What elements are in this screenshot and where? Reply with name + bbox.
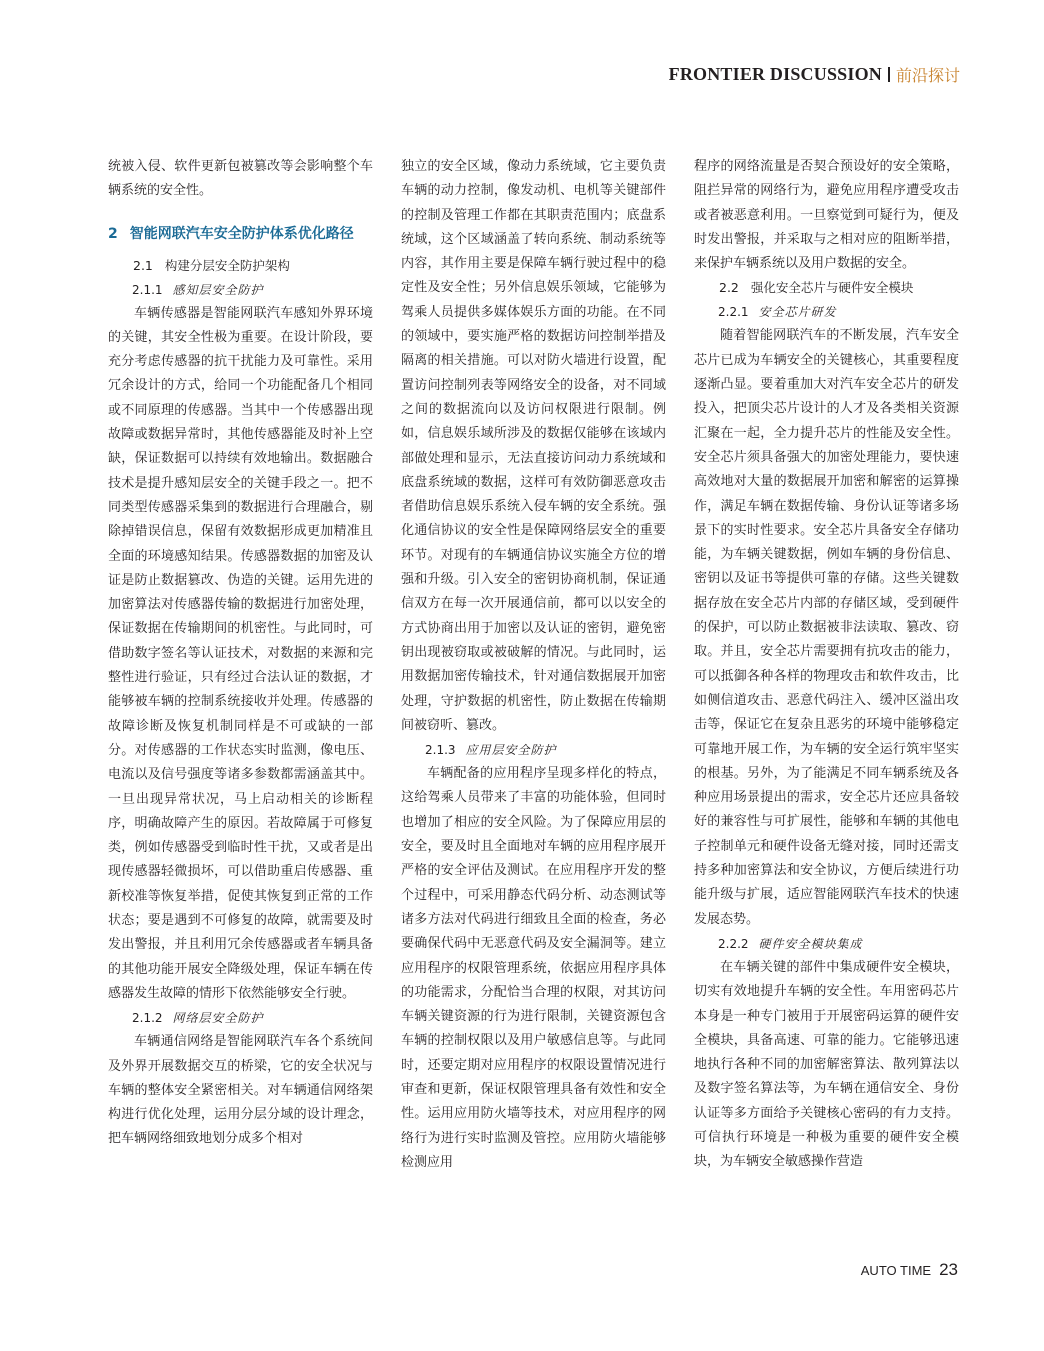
column-2	[401, 155, 666, 1175]
paragraph: 车辆配备的应用程序呈现多样化的特点，这给驾乘人员带来了丰富的功能体验，但同时也增加了相应的安全风险。为了保障应用层的安全，要及时且全面地对车辆的应用程序展开严格的安全评估及测试。在应用程序开发的整个过程中，可采用静态代码分析、动态测试等诸多方法对代码进行细致且全面的检查，务必要确保代码中无恶意代码及安全漏洞等。建立应用程序的权限管理系统，依据应用程序具体的功能需求，分配恰当合理的权限，对其访问车辆关键资源的行为进行限制，关键资源包含车辆的控制权限以及用户敏感信息等。与此同时，还要定期对应用程序的权限设置情况进行审查和更新，保证权限管理具备有效性和安全性。运用应用防火墙等技术，对应用程序的网络行为进行实时监测及管控。应用防火墙能够检测应用	[401, 766, 666, 1170]
header-separator	[888, 67, 890, 82]
paragraph: 在车辆关键的部件中集成硬件安全模块，切实有效地提升车辆的安全性。车用密码芯片本身是一种专门被用于开展密码运算的硬件安全模块，具备高速、可靠的能力。它能够迅速地执行各种不同的加密解密算法、散列算法以及数字签名算法等，为车辆在通信安全、身份认证等多方面给予关键核心密码的有力支持。可信执行环境是一种极为重要的硬件安全模块，为车辆安全敏感操作营造	[694, 959, 959, 1170]
paragraph: 车辆传感器是智能网联汽车感知外界环境的关键，其安全性极为重要。在设计阶段，要充分考虑传感器的抗干扰能力及可靠性。采用冗余设计的方式，给同一个功能配备几个相同或不同原理的传感器。当其中一个传感器出现故障或数据异常时，其他传感器能及时补上空缺，保证数据可以持续有效地输出。数据融合技术是提升感知层安全的关键手段之一。把不同类型传感器采集到的数据进行合理融合，剔除掉错误信息，保留有效数据形成更加精准且全面的环境感知结果。传感器数据的加密及认证是防止数据篡改、伪造的关键。运用先进的加密算法对传感器传输的数据进行加密处理，保证数据在传输期间的机密性。与此同时，可借助数字签名等认证技术，对数据的来源和完整性进行验证，只有经过合法认证的数据，才能够被车辆的控制系统接收并处理。传感器的故障诊断及恢复机制同样是不可或缺的一部分。对传感器的工作状态实时监测，像电压、电流以及信号强度等诸多参数都需涵盖其中。一旦出现异常状况，马上启动相关的诊断程序，明确故障产生的原因。若故障属于可修复类，例如传感器受到临时性干扰，又或者是出现传感器轻微损坏，可以借助重启传感器、重新校准等恢复举措，促使其恢复到正常的工作状态；要是遇到不可修复的故障，就需要及时发出警报，并且利用冗余传感器或者车辆具备的其他功能开展安全降级处理，保证车辆在传感器发生故障的情形下依然能够安全行驶。	[108, 305, 373, 1001]
subsection-heading-2-2: 2.2 强化安全芯片与硬件安全模块	[719, 280, 914, 296]
subsubsection-heading-2-2-2: 2.2.2 硬件安全模块集成	[718, 936, 863, 951]
running-header	[669, 63, 960, 86]
page-footer	[861, 1260, 958, 1280]
footer-brand: AUTO TIME	[860, 1263, 932, 1278]
paragraph: 程序的网络流量是否契合预设好的安全策略，阻拦异常的网络行为，避免应用程序遭受攻击或者被恶意利用。一旦察觉到可疑行为，便及时发出警报，并采取与之相对应的阻断举措，来保护车辆系统以及用户数据的安全。	[694, 159, 959, 272]
header-title-cn: 前沿探讨	[895, 66, 960, 85]
subsubsection-heading-2-1-1: 2.1.1 感知层安全防护	[132, 282, 264, 297]
subsubsection-heading-2-2-1: 2.2.1 安全芯片研发	[718, 305, 837, 320]
column-1	[108, 155, 373, 1152]
column-3	[694, 155, 959, 1175]
paragraph: 独立的安全区域，像动力系统域，它主要负责车辆的动力控制，像发动机、电机等关键部件的控制及管理工作都在其职责范围内；底盘系统域，这个区域涵盖了转向系统、制动系统等内容，其作用主要是保障车辆行驶过程中的稳定性及安全性；另外信息娱乐领域，它能够为驾乘人员提供多媒体娱乐方面的功能。在不同的领域中，要实施严格的数据访问控制举措及隔离的相关措施。可以对防火墙进行设置，配置访问控制列表等网络安全的设备，对不同域之间的数据流向以及访问权限进行限制。例如，信息娱乐域所涉及的数据仅能够在该域内部做处理和显示，无法直接访问动力系统域和底盘系统域的数据，这样可有效防御恶意攻击者借助信息娱乐系统入侵车辆的安全系统。强化通信协议的安全性是保障网络层安全的重要环节。对现有的车辆通信协议实施全方位的增强和升级。引入安全的密钥协商机制，保证通信双方在每一次开展通信前，都可以以安全的方式协商出用于加密以及认证的密钥，避免密钥出现被窃取或被破解的情况。与此同时，运用数据加密传输技术，针对通信数据展开加密处理，守护数据的机密性，防止数据在传输期间被窃听、篡改。	[401, 159, 666, 733]
paragraph: 随着智能网联汽车的不断发展，汽车安全芯片已成为车辆安全的关键核心，其重要程度逐渐凸显。要着重加大对汽车安全芯片的研发投入，把顶尖芯片设计的人才及各类相关资源汇聚在一起，全力提升芯片的性能及安全性。安全芯片须具备强大的加密处理能力，要快速高效地对大量的数据展开加密和解密的运算操作，满足车辆在数据传输、身份认证等诸多场景下的实时性要求。安全芯片具备安全存储功能，为车辆关键数据，例如车辆的身份信息、密钥以及证书等提供可靠的存储。这些关键数据存放在安全芯片内部的存储区域，受到硬件的保护，可以防止数据被非法读取、篡改、窃取。并且，安全芯片需要拥有抗攻击的能力，可以抵御各种各样的物理攻击和软件攻击，比如侧信道攻击、恶意代码注入、缓冲区溢出攻击等，保证它在复杂且恶劣的环境中能够稳定可靠地开展工作，为车辆的安全运行筑牢坚实的根基。另外，为了能满足不同车辆系统及各种应用场景提出的需求，安全芯片还应具备较好的兼容性与可扩展性，能够和车辆的其他电子控制单元和硬件设备无缝对接，同时还需支持多种加密算法和安全协议，方便后续进行功能升级与扩展，适应智能网联汽车技术的快速发展态势。	[694, 328, 959, 927]
section-heading-2: 2 智能网联汽车安全防护体系优化路径	[108, 225, 354, 242]
subsection-heading-2-1: 2.1 构建分层安全防护架构	[133, 257, 290, 273]
paragraph: 统被入侵、软件更新包被篡改等会影响整个车辆系统的安全性。	[108, 159, 373, 199]
header-title-en: FRONTIER DISCUSSION	[668, 64, 882, 84]
subsubsection-heading-2-1-2: 2.1.2 网络层安全防护	[132, 1011, 264, 1026]
subsubsection-heading-2-1-3: 2.1.3 应用层安全防护	[425, 743, 557, 758]
paragraph: 车辆通信网络是智能网联汽车各个系统间及外界开展数据交互的桥梁，它的安全状况与车辆的整体安全紧密相关。对车辆通信网络架构进行优化处理，运用分层分域的设计理念，把车辆网络细致地划分成多个相对	[108, 1034, 373, 1147]
page-number: 23	[939, 1260, 958, 1279]
